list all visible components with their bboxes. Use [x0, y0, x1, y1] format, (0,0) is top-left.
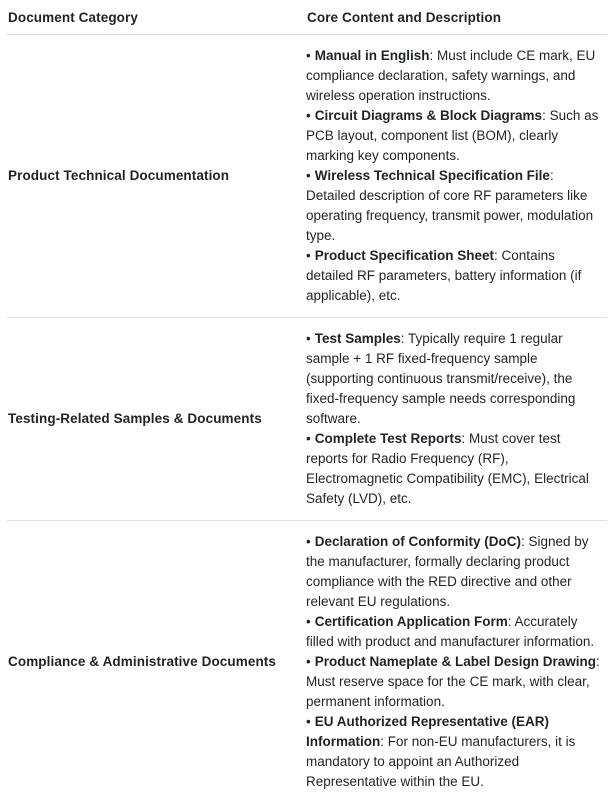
bullet-icon: • — [306, 614, 311, 629]
bullet-item-text: Accurately filled with product and manufacturer information. — [306, 614, 594, 649]
bullet-item-label: Wireless Technical Specification File — [315, 168, 550, 183]
bullet-item-text: Must reserve space for the CE mark, with clear, permanent information. — [306, 674, 590, 709]
bullet-item-text: Such as PCB layout, component list (BOM), clearly marking key components. — [306, 108, 598, 163]
bullet-item-text: For non-EU manufacturers, it is mandatory to appoint an Authorized Representative within the EU. — [306, 734, 575, 789]
bullet-item-separator: : — [542, 108, 550, 123]
bullet-item-separator: : — [550, 168, 554, 183]
bullet-item-text: Signed by the manufacturer, formally declaring product compliance with the RED directive and other relevant EU regulations. — [306, 534, 589, 609]
bullet-item-separator: : — [380, 734, 388, 749]
table-row — [7, 318, 607, 521]
bullet-item-text: Typically require 1 regular sample + 1 RF fixed-frequency sample (supporting continuous transmit/receive), the fixed-frequency sample needs corresponding software. — [306, 331, 575, 426]
bullet-item — [306, 652, 605, 712]
bullet-item-text: Detailed description of core RF parameters like operating frequency, transmit power, modulation type. — [306, 188, 593, 243]
bullet-item-label: Circuit Diagrams & Block Diagrams — [315, 108, 542, 123]
bullet-icon: • — [306, 48, 311, 63]
bullet-item-label: Product Specification Sheet — [315, 248, 494, 263]
bullet-item — [306, 46, 605, 106]
table-row — [7, 35, 607, 318]
bullet-icon: • — [306, 168, 311, 183]
bullet-item-separator: : — [494, 248, 502, 263]
bullet-icon: • — [306, 534, 311, 549]
header-row — [7, 0, 607, 35]
content-cell — [306, 521, 607, 803]
bullet-item-text: Must include CE mark, EU compliance declaration, safety warnings, and wireless operation instructions. — [306, 48, 595, 103]
bullet-icon: • — [306, 431, 311, 446]
bullet-item-text: Must cover test reports for Radio Frequency (RF), Electromagnetic Compatibility (EMC), Electrical Safety (LVD), etc. — [306, 431, 589, 506]
bullet-item-label: Certification Application Form — [315, 614, 508, 629]
bullet-item — [306, 712, 605, 792]
table-row — [7, 521, 607, 803]
category-cell: Product Technical Documentation — [7, 35, 306, 318]
bullet-item — [306, 106, 605, 166]
bullet-item-label: Manual in English — [315, 48, 430, 63]
bullet-item — [306, 429, 605, 509]
bullet-icon: • — [306, 108, 311, 123]
table-body — [7, 35, 607, 803]
category-cell: Testing-Related Samples & Documents — [7, 318, 306, 521]
bullet-item-separator: : — [401, 331, 408, 346]
bullet-item-text: Contains detailed RF parameters, battery information (if applicable), etc. — [306, 248, 581, 303]
bullet-item — [306, 532, 605, 612]
content-cell — [306, 318, 607, 521]
table-header — [7, 0, 607, 35]
bullet-item-separator: : — [596, 654, 600, 669]
column-header-core-content: Core Content and Description — [306, 0, 607, 35]
bullet-icon: • — [306, 714, 311, 729]
bullet-item — [306, 612, 605, 652]
bullet-item — [306, 166, 605, 246]
bullet-item-label: EU Authorized Representative (EAR) Information — [306, 714, 549, 749]
bullet-icon: • — [306, 248, 311, 263]
bullet-icon: • — [306, 654, 311, 669]
bullet-icon: • — [306, 331, 311, 346]
bullet-item — [306, 246, 605, 306]
bullet-item-label: Declaration of Conformity (DoC) — [315, 534, 521, 549]
content-cell — [306, 35, 607, 318]
column-header-document-category: Document Category — [7, 0, 306, 35]
bullet-item-separator: : — [521, 534, 529, 549]
bullet-item-label: Test Samples — [315, 331, 401, 346]
bullet-item — [306, 329, 605, 429]
bullet-item-separator: : — [430, 48, 438, 63]
category-cell: Compliance & Administrative Documents — [7, 521, 306, 803]
ce-certification-documents-table — [7, 0, 607, 803]
bullet-item-separator: : — [508, 614, 515, 629]
bullet-item-separator: : — [462, 431, 470, 446]
bullet-item-label: Complete Test Reports — [315, 431, 462, 446]
bullet-item-label: Product Nameplate & Label Design Drawing — [315, 654, 596, 669]
